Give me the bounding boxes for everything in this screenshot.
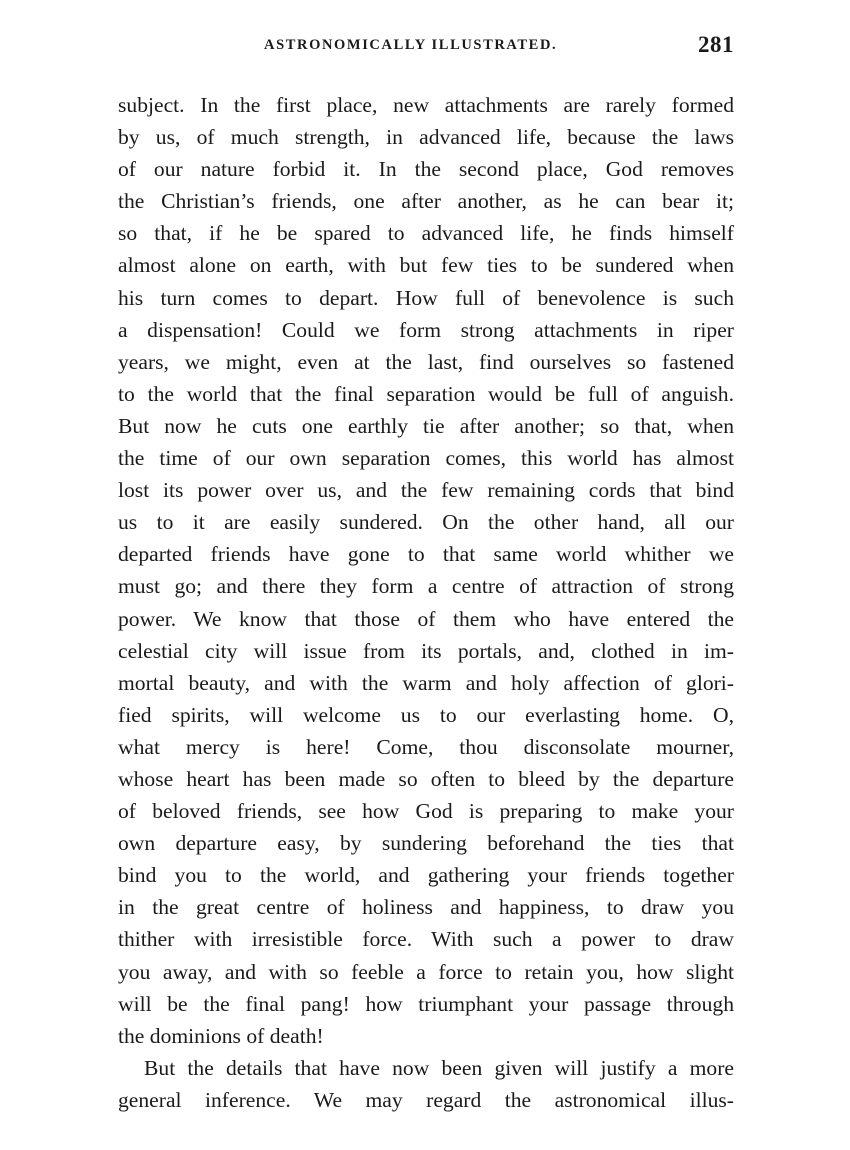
body-text [118, 89, 734, 1116]
text-line: must go; and there they form a centre of attraction of strong [118, 574, 734, 599]
text-line: in the great centre of holiness and happiness, to draw you [118, 895, 734, 920]
text-line: what mercy is here! Come, thou disconsolate mourner, [118, 734, 734, 759]
text-line: power. We know that those of them who have entered the [118, 606, 734, 631]
text-line: years, we might, even at the last, find ourselves so fastened [118, 349, 734, 374]
text-line: almost alone on earth, with but few ties to be sundered when [118, 253, 734, 278]
text-line: departed friends have gone to that same world whither we [118, 542, 734, 567]
text-line: will be the final pang! how triumphant your passage through [118, 991, 734, 1016]
text-line: to the world that the final separation would be full of anguish. [118, 381, 734, 406]
text-line: bind you to the world, and gathering your friends together [118, 863, 734, 888]
page-number: 281 [698, 32, 734, 57]
text-line: But the details that have now been given will justify a more [144, 1055, 734, 1080]
text-line: of our nature forbid it. In the second place, God removes [118, 157, 734, 182]
book-page [118, 34, 734, 1116]
text-line: the dominions of death! [118, 1023, 324, 1048]
text-line: of beloved friends, see how God is preparing to make your [118, 799, 734, 824]
text-line: by us, of much strength, in advanced life, because the laws [118, 125, 734, 150]
text-line: fied spirits, will welcome us to our everlasting home. O, [118, 702, 734, 727]
text-line: you away, and with so feeble a force to retain you, how slight [118, 959, 734, 984]
paragraph-1 [118, 89, 734, 1052]
text-line: subject. In the first place, new attachments are rarely formed [118, 93, 734, 117]
text-line: thither with irresistible force. With such a power to draw [118, 927, 734, 952]
text-line: lost its power over us, and the few remaining cords that bind [118, 478, 734, 503]
text-line: celestial city will issue from its portals, and, clothed in im- [118, 638, 734, 663]
text-line: the Christian’s friends, one after another, as he can bear it; [118, 189, 734, 214]
text-line: a dispensation! Could we form strong attachments in riper [118, 317, 734, 342]
text-line: us to it are easily sundered. On the other hand, all our [118, 510, 734, 535]
text-line: general inference. We may regard the astronomical illus- [118, 1087, 734, 1112]
paragraph-2 [118, 1052, 734, 1116]
text-line: mortal beauty, and with the warm and holy affection of glori- [118, 670, 734, 695]
text-line: the time of our own separation comes, this world has almost [118, 446, 734, 471]
running-head [118, 34, 734, 74]
text-line: so that, if he be spared to advanced life, he finds himself [118, 221, 734, 246]
text-line: his turn comes to depart. How full of benevolence is such [118, 285, 734, 310]
text-line: own departure easy, by sundering beforehand the ties that [118, 831, 734, 856]
text-line: But now he cuts one earthly tie after another; so that, when [118, 413, 734, 438]
text-line: whose heart has been made so often to bleed by the departure [118, 766, 734, 791]
running-title: ASTRONOMICALLY ILLUSTRATED. [264, 37, 558, 53]
